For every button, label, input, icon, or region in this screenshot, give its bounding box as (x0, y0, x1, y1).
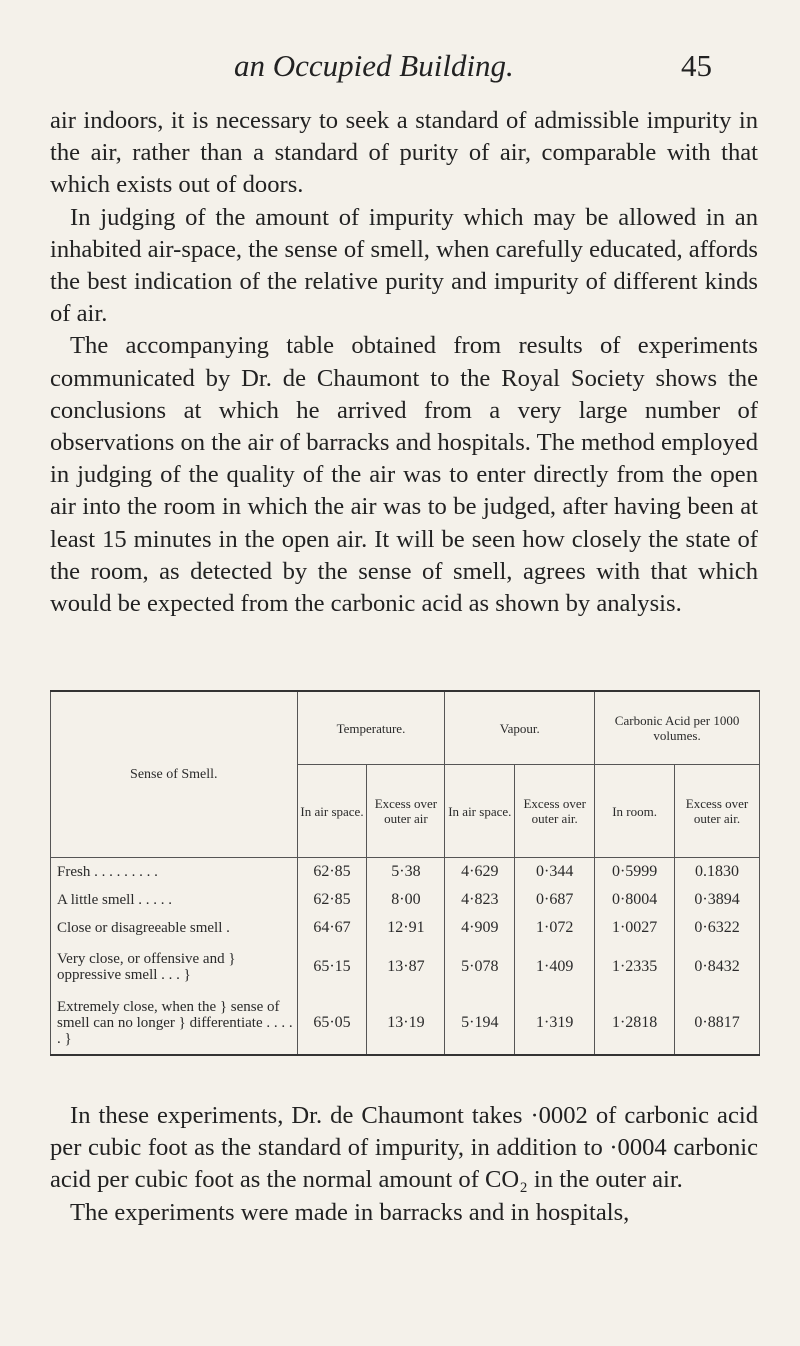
value-cell: 65·15 (297, 942, 367, 992)
value-cell: 0.1830 (675, 858, 760, 887)
value-cell: 0·5999 (595, 858, 675, 887)
paragraph: The accompanying table obtained from results of experiments communicated by Dr. de Chaumont to the Royal Society shows the conclusions at which he arrived from a very large number of observations on the air of barracks and hospitals. The method employed in judging of the quality of the air was to enter directly from the open air into the room in which the air was to be judged, after having been at least 15 minutes in the open air. It will be seen how closely the state of the room, as detected by the sense of smell, agrees with that which would be expected from the carbonic acid as shown by analysis. (50, 332, 758, 618)
column-header: Excess over outer air. (675, 765, 760, 858)
sense-text: Extremely close, when the } sense of smell can no longer } differentiate . . . . . } (57, 998, 293, 1047)
table-row (51, 942, 760, 992)
paragraph: The experiments were made in barracks and in hospitals, (70, 1198, 630, 1226)
value-cell: 12·91 (367, 914, 445, 942)
carbonic-acid-group-header: Carbonic Acid per 1000 volumes. (595, 691, 760, 765)
table-row (51, 886, 760, 914)
value-cell: 5·078 (445, 942, 515, 992)
column-header: In air space. (445, 765, 515, 858)
page-number: 45 (681, 48, 712, 83)
sense-cell (51, 942, 298, 992)
value-cell: 62·85 (297, 858, 367, 887)
table-row (51, 914, 760, 942)
value-cell: 0·8004 (595, 886, 675, 914)
running-title: an Occupied Building. (234, 48, 514, 83)
value-cell: 1·409 (515, 942, 595, 992)
value-cell: 8·00 (367, 886, 445, 914)
value-cell: 64·67 (297, 914, 367, 942)
running-head (0, 48, 800, 88)
table-row (51, 992, 760, 1055)
sense-cell: Close or disagreeable smell . (51, 914, 298, 942)
value-cell: 0·3894 (675, 886, 760, 914)
value-cell: 4·823 (445, 886, 515, 914)
column-header: In room. (595, 765, 675, 858)
temperature-group-header: Temperature. (297, 691, 445, 765)
sense-text: Very close, or offensive and } oppressive smell . . . } (57, 950, 236, 983)
value-cell: 5·38 (367, 858, 445, 887)
after-table-text (50, 1100, 758, 1229)
value-cell: 0·687 (515, 886, 595, 914)
value-cell: 13·87 (367, 942, 445, 992)
paragraph: In judging of the amount of impurity which may be allowed in an inhabited air-space, the sense of smell, when carefully educated, affords the best indication of the relative purity and impurity of different kinds of air. (50, 203, 758, 328)
vapour-group-header: Vapour. (445, 691, 595, 765)
sense-cell: Fresh . . . . . . . . . (51, 858, 298, 887)
sense-of-smell-header: Sense of Smell. (51, 691, 298, 858)
value-cell: 13·19 (367, 992, 445, 1055)
column-header: Excess over outer air (367, 765, 445, 858)
sense-cell (51, 992, 298, 1055)
table-row (51, 858, 760, 887)
value-cell: 0·6322 (675, 914, 760, 942)
paragraph: air indoors, it is necessary to seek a standard of admissible impurity in the air, rather than a standard of purity of air, comparable with that which exists out of doors. (50, 107, 758, 199)
value-cell: 4·629 (445, 858, 515, 887)
value-cell: 5·194 (445, 992, 515, 1055)
value-cell: 1·072 (515, 914, 595, 942)
column-header: Excess over outer air. (515, 765, 595, 858)
value-cell: 4·909 (445, 914, 515, 942)
value-cell: 65·05 (297, 992, 367, 1055)
value-cell: 1·2818 (595, 992, 675, 1055)
smell-analysis-table (50, 690, 760, 1056)
value-cell: 1·319 (515, 992, 595, 1055)
value-cell: 62·85 (297, 886, 367, 914)
value-cell: 1·2335 (595, 942, 675, 992)
sense-cell: A little smell . . . . . (51, 886, 298, 914)
body-text (50, 105, 758, 620)
value-cell: 0·8432 (675, 942, 760, 992)
paragraph: In these experiments, Dr. de Chaumont takes ·0002 of carbonic acid per cubic foot as the standard of impurity, in addition to ·0004 carbonic acid per cubic foot as the normal amount of CO₂ in the outer air. (50, 1102, 758, 1194)
column-header: In air space. (297, 765, 367, 858)
value-cell: 1·0027 (595, 914, 675, 942)
value-cell: 0·8817 (675, 992, 760, 1055)
value-cell: 0·344 (515, 858, 595, 887)
